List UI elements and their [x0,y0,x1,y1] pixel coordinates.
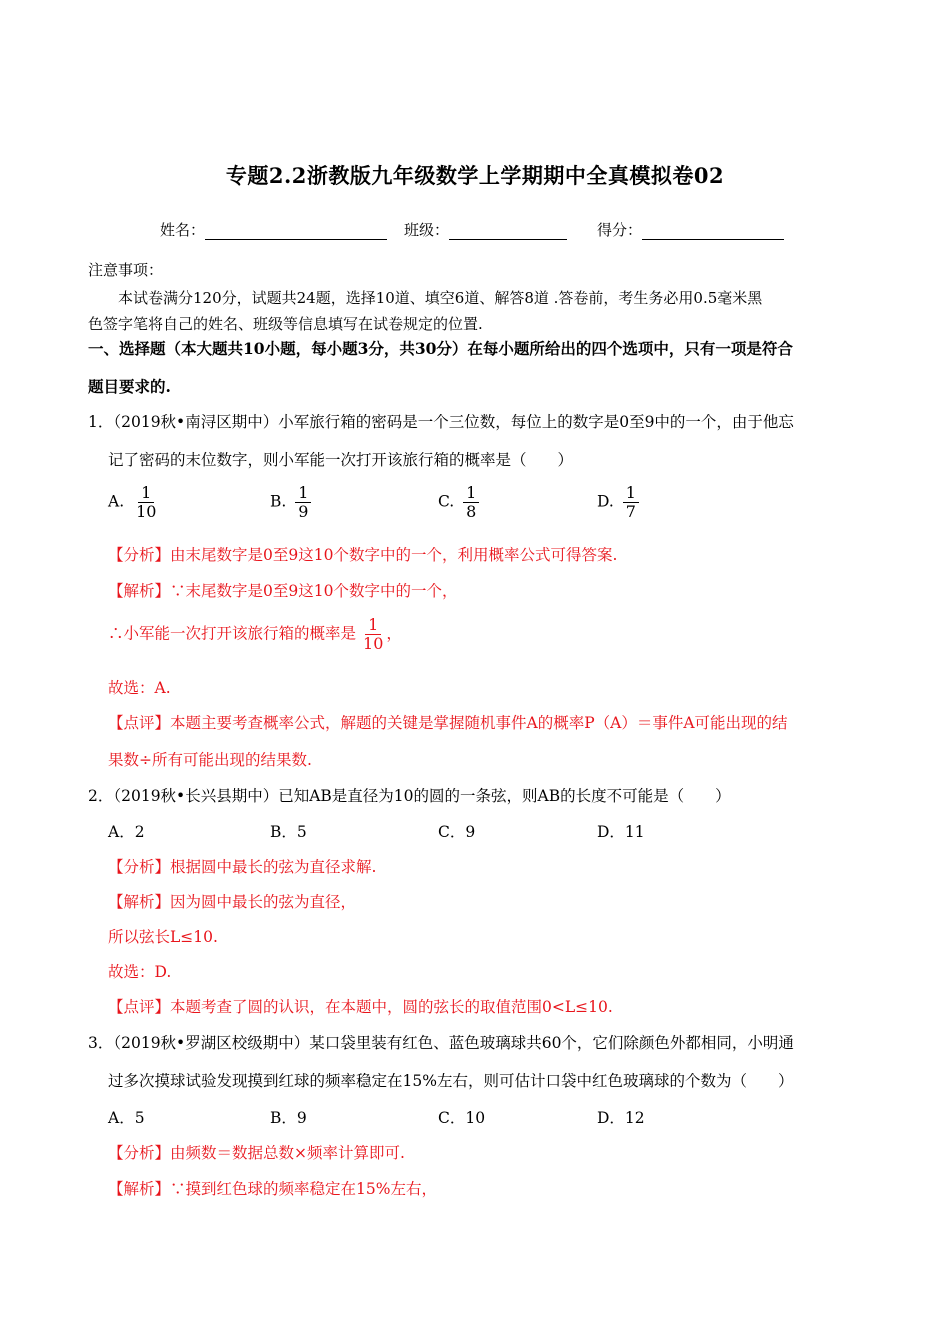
q2-option-c: C．9 [438,823,476,841]
score-field [597,219,784,240]
q1-comment-line2: 果数÷所有可能出现的结果数. [108,751,312,769]
q1-line2: 记了密码的末位数字，则小军能一次打开该旅行箱的概率是（ ） [108,451,574,469]
q3-solution: 【解析】∵摸到红色球的频率稳定在15%左右， [108,1180,437,1198]
q3-option-d: D．12 [597,1109,645,1127]
q2-solution: 【解析】因为圆中最长的弦为直径， [108,893,357,911]
score-label: 得分： [597,221,643,239]
q1-line1: 1．（2019秋•南浔区期中）小军旅行箱的密码是一个三位数，每位上的数字是0至9中的一个，由于他忘 [88,413,794,431]
class-label: 班级： [404,221,450,239]
notes-line2: 色签字笔将自己的姓名、班级等信息填写在试卷规定的位置. [88,315,483,333]
fraction: $\frac{1}{9}$ [295,484,311,521]
q3-option-b: B．9 [270,1109,307,1127]
q1-therefore: ∴小军能一次打开该旅行箱的概率是 $\frac{1}{10}$ ， [108,615,402,653]
q3-analysis: 【分析】由频数＝数据总数×频率计算即可. [108,1144,405,1162]
q2-step: 所以弦长L≤10. [108,928,218,946]
q2-analysis: 【分析】根据圆中最长的弦为直径求解. [108,858,377,876]
fraction: $\frac{1}{10}$ [136,483,157,521]
q1-solution: 【解析】∵末尾数字是0至9这10个数字中的一个， [108,582,458,600]
q3-line2: 过多次摸球试验发现摸到红球的频率稳定在15%左右，则可估计口袋中红色玻璃球的个数为（ ） [108,1072,794,1090]
section-heading-line2: 题目要求的. [88,377,171,396]
name-blank[interactable] [205,225,387,240]
q2-option-b: B．5 [270,823,307,841]
q2-choice: 故选：D. [108,963,172,981]
q1-analysis: 【分析】由末尾数字是0至9这10个数字中的一个，利用概率公式可得答案. [108,546,618,564]
q1-option-d: D. $\frac{1}{7}$ [597,484,639,521]
q3-option-a: A．5 [108,1109,145,1127]
name-field [160,219,387,240]
notes-heading: 注意事项： [88,261,164,279]
q1-option-a: A. $\frac{1}{10}$ [108,484,159,521]
score-blank[interactable] [642,225,784,240]
page-title: 专题2.2浙教版九年级数学上学期期中全真模拟卷02 [225,163,725,188]
q1-option-c: C. $\frac{1}{8}$ [438,484,479,521]
q2-option-a: A．2 [108,823,145,841]
fraction: $\frac{1}{8}$ [463,484,479,521]
class-field [404,219,567,240]
q3-line1: 3．（2019秋•罗湖区校级期中）某口袋里装有红色、蓝色玻璃球共60个，它们除颜色外都相同，小明通 [88,1034,794,1052]
q1-option-b: B. $\frac{1}{9}$ [270,484,311,521]
q1-choice: 故选：A. [108,679,171,697]
fraction: $\frac{1}{7}$ [623,484,639,521]
notes-line1: 本试卷满分120分，试题共24题，选择10道、填空6道、解答8道 .答卷前，考生务必用0.5毫米黑 [118,289,763,307]
class-blank[interactable] [449,225,567,240]
fraction: $\frac{1}{10}$ [363,615,384,653]
q2-option-d: D．11 [597,823,645,841]
name-label: 姓名： [160,221,206,239]
q1-comment-line1: 【点评】本题主要考查概率公式，解题的关键是掌握随机事件A的概率P（A）＝事件A可能出现的结 [108,714,788,732]
q2-line1: 2．（2019秋•长兴县期中）已知AB是直径为10的圆的一条弦，则AB的长度不可能是（ ） [88,787,731,805]
q3-option-c: C．10 [438,1109,486,1127]
section-heading-line1: 一、选择题（本大题共10小题，每小题3分，共30分）在每小题所给出的四个选项中，只有一项是符合 [88,339,793,358]
q2-comment: 【点评】本题考查了圆的认识，在本题中，圆的弦长的取值范围0<L≤10. [108,998,613,1016]
